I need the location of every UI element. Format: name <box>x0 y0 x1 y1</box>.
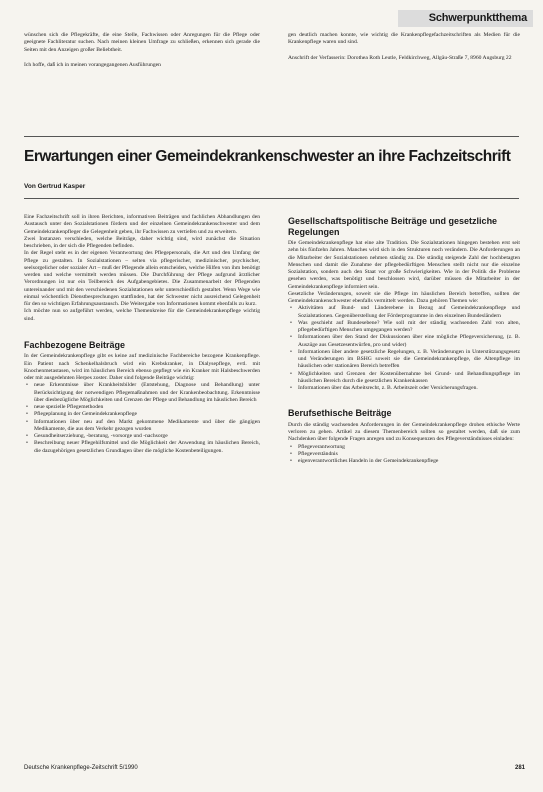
list-item: • Informationen über das Arbeitsrecht, z. B. Arbeitszeit oder Versicherungsfragen. <box>298 385 520 392</box>
left-paragraph-3: In der Regel steht es in der eigenen Verantwortung des Pflegepersonals, die Art und den Umfang der Pflege zu gestalten. In Sozialstationen – selten via pflegerischer, medizinischer, psychischer, seelsorgelicher oder sozialer Art – muß der Pflegende allein entscheiden, welche Hilfen von ihm benötigt werden und welche vermittelt werden müssen. Die Durchführung der Pflege aufgrund ärztlicher Verordnungen ist nur ein Teilbereich des Aufgabengebietes. Die Zusammenarbeit der Pflegenden untereinander und mit den verschiedenen Sozialstationen sehr unterschiedlich gestaltet. Wenn Wege wie einmal wöchentlich Dienstbesprechungen stattfinden, hat der Schwester nicht ausreichend Gelegenheit für den so wichtigen Erfahrungsaustausch. Die Weitergabe von Informationen kommt ebenfalls zu kurz. <box>24 250 260 307</box>
list-item: • neue Erkenntnisse über Krankheitsbilder (Entstehung, Diagnose und Behandlung) unter Berücksichtigung der notwendigen Pflegemaßnahmen und der Krankenbeobachtung. Erkenntnisse über diesbezügliche Möglichkeiten und Grenzen der Pflege und Behandlung im häuslichen Bereich <box>34 382 260 404</box>
left-paragraph-1: Eine Fachzeitschrift soll in ihren Berichten, informativen Beiträgen und fachlichen Abhandlungen den Austausch unter den Sozialstationen fördern und der einzelnen Gemeindekrankenschwester und dem Gemeindekrankenpfleger die Gelegenheit geben, ihr Fachwissen zu vertiefen und zu erweitern. <box>24 214 260 235</box>
heading-gesellschaftspolitische: Gesellschaftspolitische Beiträge und gesetzliche Regelungen <box>288 216 498 237</box>
list-item: • Pflegeverständnis <box>298 451 520 458</box>
top-left-paragraph-2: Ich hoffe, daß ich in meinen vorangegangenen Ausführungen <box>24 61 161 68</box>
heading-berufsethische: Berufsethische Beiträge <box>288 408 392 419</box>
heading-fachbezogene: Fachbezogene Beiträge <box>24 339 126 350</box>
right-paragraph-1: Die Gemeindekrankenpflege hat eine alte Tradition. Die Sozialstationen hingegen bestehen erst seit zehn bis fünfzehn Jahren. Manches wird sich in den Strukturen noch verändern. Die Anforderungen an die Mitarbeiter der Sozialstationen nehmen ständig zu. Die ständig steigende Zahl der hochbetagten Menschen und damit die Zunahme der pflegebedürftigen Menschen stellt nicht nur die einzelne Sozialstation, sondern auch den Staat vor große Schwierigkeiten. Wie in der Politik die Probleme gesehen werden, was benötigt und beschlossen wird, darüber müssen die Mitarbeiter in der Gemeindekrankenpflege informiert sein. <box>288 240 520 290</box>
left-paragraph-4: Ich möchte nun so aufgeführt werden, welche Themenkreise für die Gemeindekrankenpflege wichtig sind. <box>24 308 260 322</box>
right-bullet-list <box>288 305 520 392</box>
list-item: • Pflegeplanung in der Gemeindekrankenpflege <box>34 411 260 418</box>
right-paragraph-2: Gesetzliche Veränderungen, soweit sie die Pflege im häuslichen Bereich betreffen, sollten der Gemeindekrankenschwester ebenfalls vermittelt werden. Dazu gehören Themen wie: <box>288 290 520 304</box>
top-left-column <box>24 32 260 69</box>
list-item: • Was geschieht auf Bundesebene? Wie soll mit der ständig wachsenden Zahl von alten, pflegebedürftigen Menschen umgegangen werden? <box>298 320 520 335</box>
list-item: • Aktivitäten auf Bund- und Länderebene in Bezug auf Gemeindekrankenpflege und Sozialstationen. Gegenüberstellung der Förderprogramme in den einzelnen Bundesländern <box>298 305 520 320</box>
left-paragraph-5: In der Gemeindekrankenpflege gibt es keine auf medizinische Fachbereiche bezogene Krankenpflege. Ein Patient nach Schenkelhalsbruch wird ein Krebskranker, in Dialysepflege, evtl. mit Knochenmetastasen, wird im häuslichen Bereich ebenso gepflegt wie ein Kranker mit Halsbeschwerden oder mit ausgedehnten Herpes zoster. Daher sind folgende Beiträge wichtig: <box>24 353 260 381</box>
top-left-paragraph-1: wünschen sich die Pflegekräfte, die eine Stelle, Fachwissen oder Anregungen für die Pflege oder geeignete Fachliteratur suchen. Nach meinen kleinen Umfrage zu schließen, erkennen sich gerade die Seiten mit den Anzeigen großer Beliebtheit. <box>24 32 260 53</box>
list-item: • Pflegeverantwortung <box>298 444 520 451</box>
left-column <box>24 214 260 455</box>
list-item: • Gesundheitserziehung, -beratung, -vorsorge und -nachsorge <box>34 433 260 440</box>
list-item: • Informationen über neu auf den Markt gekommene Medikamente und über die gängigen Medikamente, die aus dem Verkehr gezogen wurden <box>34 419 260 434</box>
list-item: • Informationen über andere gesetzliche Regelungen, z. B. Veränderungen in Unterstützungsgesetz und Veränderungen im BSHG soweit sie die Gemeindekrankenpflege, die Altenpflege im häuslichen oder stationären Bereich betreffen <box>298 349 520 371</box>
journal-footer: Deutsche Krankenpflege-Zeitschrift 5/1990 <box>24 765 138 771</box>
list-item: • Beschreibung neuer Pflegehilfsmittel und die Möglichkeit der Anwendung im häuslichen Bereich, die dazugehörigen gesetzlichen Grundlagen über die mögliche Kostenbeteiligungen. <box>34 440 260 455</box>
right-paragraph-3: Durch die ständig wachsenden Anforderungen in der Gemeindekrankenpflege drohen ethische Werte verloren zu gehen. Artikel zu diesem Themenbereich sollten so gestaltet werden, daß sie zum Nachdenken über folgende Fragen anregen und zu Konsequenzen des Pflegeverständnisses einladen: <box>288 421 520 443</box>
author-rule <box>24 198 519 199</box>
right-bullet-list-2 <box>288 444 520 466</box>
top-right-paragraph-1: gen deutlich machen konnte, wie wichtig die Krankenpflegefachzeitschriften als Medien für die Krankenpflege waren und sind. <box>288 32 520 46</box>
section-label: Schwerpunktthema <box>398 10 533 27</box>
top-rule <box>24 136 519 137</box>
left-paragraph-2: Zwei Instanzen verschieden, welche Beiträge, daher wichtig sind, wird zunächst die Situation beschrieben, in der sich die Pflegenden befinden. <box>24 235 260 249</box>
author-address: Anschrift der Verfasserin: Dorothea Roth Leutle, Feldkirchweg, Allgäu-Straße 7, 8960 Augsburg 22 <box>288 54 512 61</box>
list-item: • Informationen über den Stand der Diskussionen über eine mögliche Pflegeversicherung, (z. B. Auszüge aus Gesetzesentwürfen, pro und wider) <box>298 334 520 349</box>
left-bullet-list <box>24 382 260 455</box>
list-item: • neue spezielle Pflegemethoden <box>34 404 260 411</box>
right-column <box>288 216 520 465</box>
top-right-column <box>288 32 520 62</box>
page-number: 281 <box>514 765 525 771</box>
list-item: • eigenverantwortliches Handeln in der Gemeindekrankenpflege <box>298 458 520 465</box>
list-item: • Möglichkeiten und Grenzen der Kostenübernahme bei Grund- und Behandlungspflege im häuslichen Bereich durch die gesetzlichen Krankenkassen <box>298 371 520 386</box>
article-title: Erwartungen einer Gemeindekrankenschwester an ihre Fachzeitschrift <box>24 148 511 165</box>
article-author: Von Gertrud Kasper <box>24 183 86 190</box>
